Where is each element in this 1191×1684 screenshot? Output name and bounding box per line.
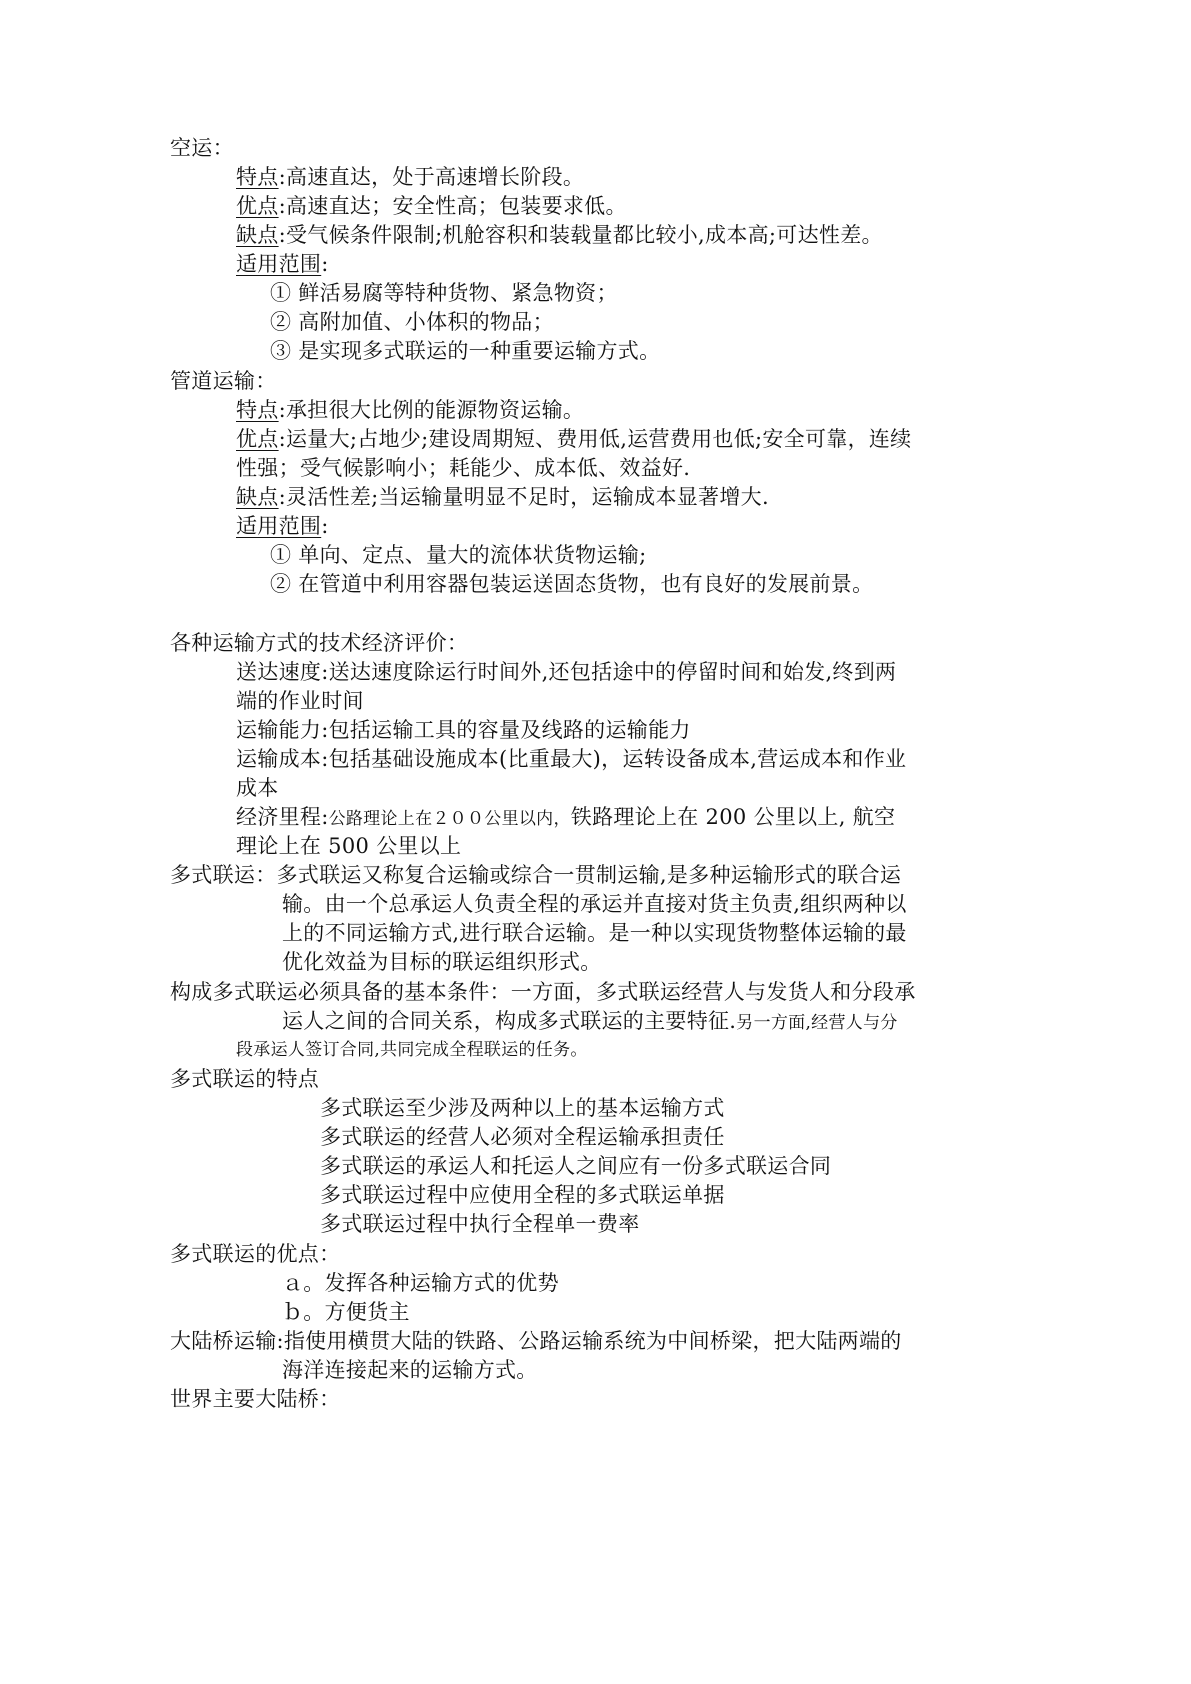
air-cons-label: 缺点 [236, 223, 279, 247]
air-feature [236, 162, 584, 192]
air-scope-label: 适用范围 [236, 252, 322, 276]
pipeline-pros-cont: 性强；受气候影响小；耗能少、成本低、效益好. [236, 456, 691, 480]
features-item-2: 多式联运的经营人必须对全程运输承担责任 [320, 1125, 725, 1149]
multimodal-definition-1: 多式联运：多式联运又称复合运输或综合一贯制运输,是多种运输形式的联合运 [170, 863, 902, 887]
multimodal-definition-2: 输。由一个总承运人负责全程的承运并直接对货主负责,组织两种以 [282, 892, 907, 916]
pipeline-cons [236, 482, 769, 512]
advantages-item-a: ａ。发挥各种运输方式的优势 [282, 1271, 559, 1295]
multimodal-definition-3: 上的不同运输方式,进行联合运输。是一种以实现货物整体运输的最 [282, 921, 907, 945]
landbridge-line-2: 海洋连接起来的运输方式。 [282, 1358, 538, 1382]
air-scope [236, 249, 329, 279]
air-scope-text: : [321, 252, 329, 276]
conditions-main: 运人之间的合同关系，构成多式联运的主要特征. [282, 1009, 737, 1033]
air-item-3: ③ 是实现多式联运的一种重要运输方式。 [270, 339, 661, 363]
multimodal-definition-4: 优化效益为目标的联运组织形式。 [282, 950, 602, 974]
air-feature-label: 特点 [236, 165, 279, 189]
conditions-small: 另一方面,经营人与分 [736, 1013, 898, 1033]
advantages-item-b: ｂ。方便货主 [282, 1300, 410, 1324]
pipeline-feature-label: 特点 [236, 398, 279, 422]
air-item-2: ② 高附加值、小体积的物品； [270, 310, 554, 334]
features-item-5: 多式联运过程中执行全程单一费率 [320, 1212, 640, 1236]
features-item-3: 多式联运的承运人和托运人之间应有一份多式联运合同 [320, 1154, 832, 1178]
air-pros-text: :高速直达；安全性高；包装要求低。 [278, 194, 627, 218]
air-cons-text: :受气候条件限制;机舱容积和装载量都比较小,成本高;可达性差。 [278, 223, 883, 247]
conditions-line-3: 段承运人签订合同,共同完成全程联运的任务。 [236, 1040, 588, 1060]
evaluation-mileage-road: 公路理论上在２００公里以内， [328, 809, 571, 829]
evaluation-cost-2: 成本 [236, 776, 279, 800]
pipeline-scope-text: : [321, 514, 329, 538]
conditions-line-2 [282, 1006, 898, 1036]
pipeline-pros-label: 优点 [236, 427, 279, 451]
air-pros-label: 优点 [236, 194, 279, 218]
pipeline-scope [236, 511, 329, 541]
pipeline-feature-text: :承担很大比例的能源物资运输。 [278, 398, 585, 422]
landbridge-line-1: 大陆桥运输:指使用横贯大陆的铁路、公路运输系统为中间桥梁，把大陆两端的 [170, 1329, 902, 1353]
pipeline-heading: 管道运输： [170, 369, 277, 393]
evaluation-capacity: 运输能力:包括运输工具的容量及线路的运输能力 [236, 718, 691, 742]
advantages-heading: 多式联运的优点： [170, 1242, 341, 1266]
pipeline-scope-label: 适用范围 [236, 514, 322, 538]
air-item-1: ① 鲜活易腐等特种货物、紧急物资； [270, 281, 618, 305]
evaluation-speed-1: 送达速度:送达速度除运行时间外,还包括途中的停留时间和始发,终到两 [236, 660, 897, 684]
features-item-1: 多式联运至少涉及两种以上的基本运输方式 [320, 1096, 725, 1120]
air-cons [236, 220, 883, 250]
features-item-4: 多式联运过程中应使用全程的多式联运单据 [320, 1183, 725, 1207]
evaluation-mileage-rail: 铁路理论上在 200 公里以上, 航空 [570, 805, 896, 829]
evaluation-mileage [236, 802, 895, 832]
pipeline-pros [236, 424, 911, 454]
evaluation-heading: 各种运输方式的技术经济评价： [170, 631, 469, 655]
pipeline-pros-text: :运量大;占地少;建设周期短、费用低,运营费用也低;安全可靠，连续 [278, 427, 912, 451]
evaluation-mileage-label: 经济里程: [236, 805, 329, 829]
pipeline-item-1: ① 单向、定点、量大的流体状货物运输; [270, 543, 647, 567]
conditions-line-1: 构成多式联运必须具备的基本条件：一方面，多式联运经营人与发货人和分段承 [170, 980, 916, 1004]
evaluation-speed-2: 端的作业时间 [236, 689, 364, 713]
air-heading: 空运： [170, 136, 234, 160]
features-heading: 多式联运的特点 [170, 1067, 320, 1091]
pipeline-item-2: ② 在管道中利用容器包装运送固态货物，也有良好的发展前景。 [270, 572, 874, 596]
evaluation-mileage-2: 理论上在 500 公里以上 [236, 834, 462, 858]
air-feature-text: :高速直达，处于高速增长阶段。 [278, 165, 585, 189]
pipeline-cons-text: :灵活性差;当运输量明显不足时，运输成本显著增大. [278, 485, 769, 509]
pipeline-feature [236, 395, 584, 425]
air-pros [236, 191, 627, 221]
evaluation-cost-1: 运输成本:包括基础设施成本(比重最大)，运转设备成本,营运成本和作业 [236, 747, 907, 771]
landbridge-world-heading: 世界主要大陆桥： [170, 1387, 341, 1411]
pipeline-cons-label: 缺点 [236, 485, 279, 509]
